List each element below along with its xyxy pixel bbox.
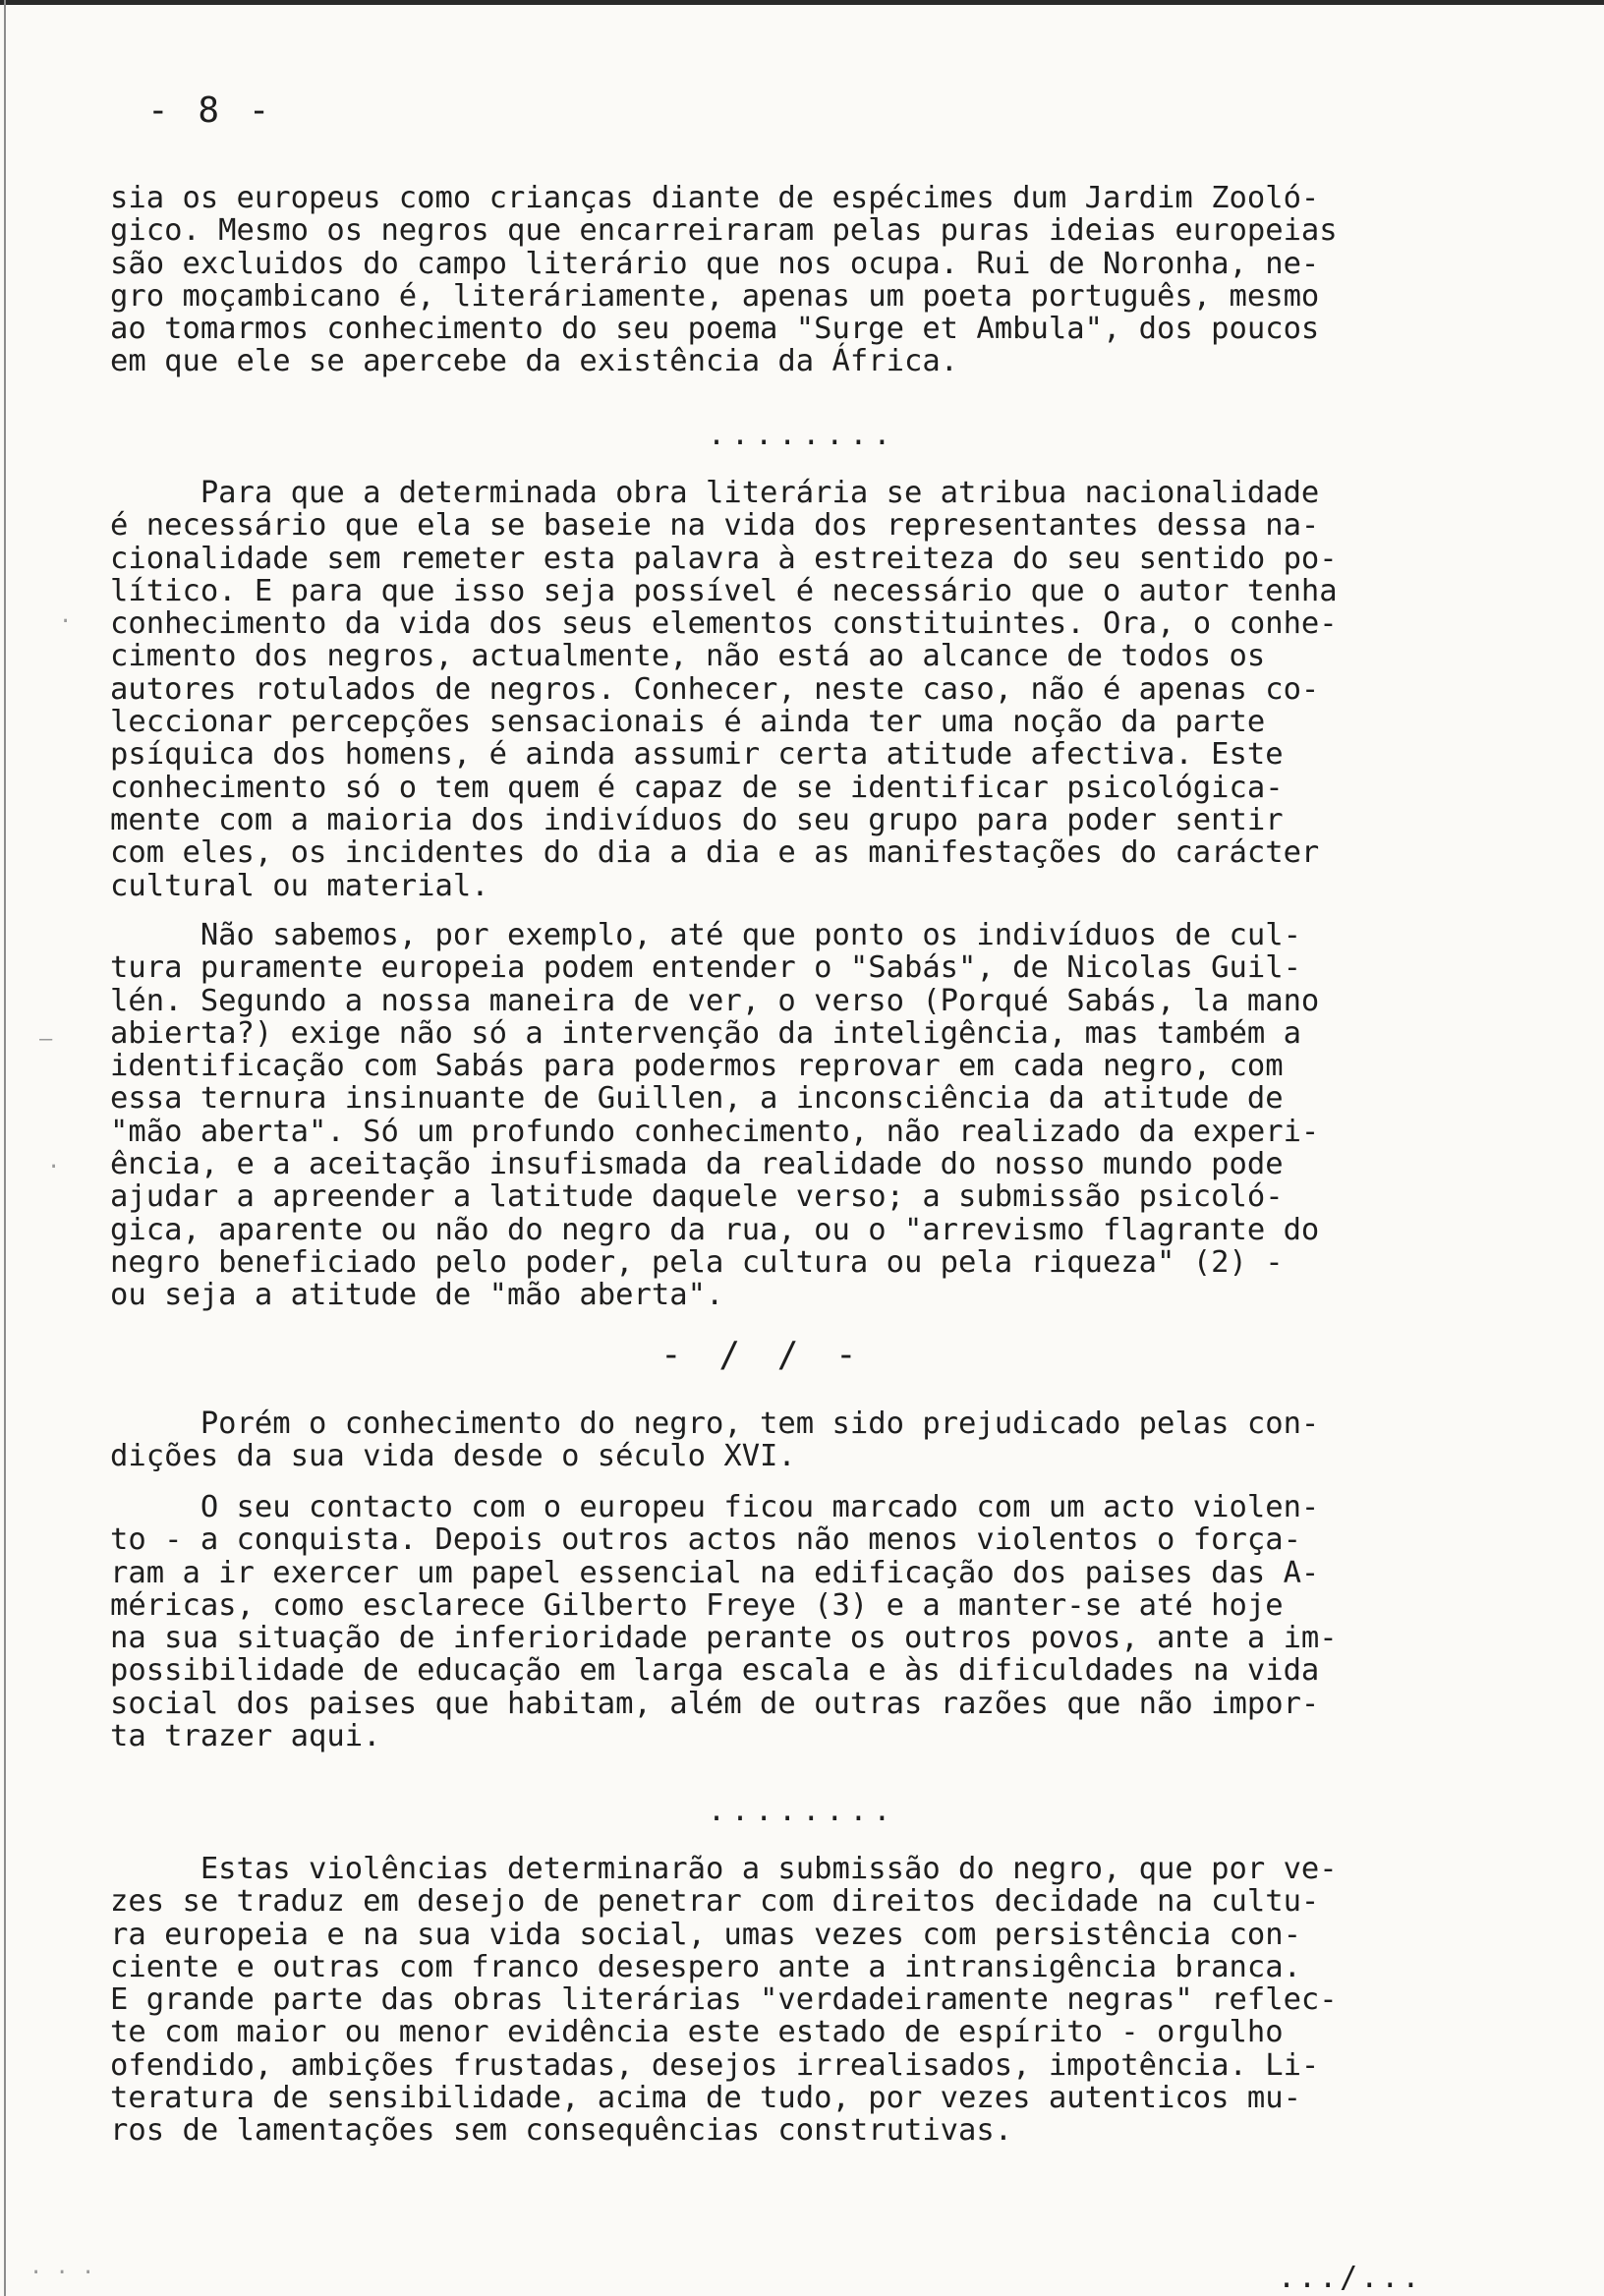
text-line: to - a conquista. Depois outros actos não menos violentos o força- [110,1522,1301,1558]
page-number: - 8 - [147,90,274,131]
text-line: é necessário que ela se baseie na vida dos representantes dessa na- [110,508,1320,544]
continues-marker: .../... [1278,2261,1423,2295]
text-line: Estas violências determinarão a submissão do negro, que por ve- [110,1852,1338,1886]
text-line: Não sabemos, por exemplo, até que ponto os indivíduos de cul- [110,918,1301,952]
text-line: Para que a determinada obra literária se atribua nacionalidade [110,476,1320,510]
text-line: cultural ou material. [110,868,489,903]
text-line: ofendido, ambições frustadas, desejos irrealisados, impotência. Li- [110,2047,1320,2083]
page-top-edge [0,0,1604,5]
text-line: lén. Segundo a nossa maneira de ver, o verso (Porqué Sabás, la mano [110,983,1320,1018]
text-line: social dos paises que habitam, além de outras razões que não impor- [110,1686,1320,1721]
text-line: conhecimento da vida dos seus elementos constituintes. Ora, o conhe- [110,606,1338,642]
paragraph-3 [110,919,1486,1312]
paragraph-1 [110,182,1486,378]
scan-mark: · · · [29,2261,95,2285]
text-line: negro beneficiado pelo poder, pela cultura ou pela riqueza" (2) - [110,1244,1284,1280]
text-line: na sua situação de inferioridade perante os outros povos, ante a im- [110,1621,1338,1656]
text-line: sia os europeus como crianças diante de espécimes dum Jardim Zooló- [110,181,1320,215]
text-line: gica, aparente ou não do negro da rua, ou o "arrevismo flagrante do [110,1212,1320,1247]
section-separator-dots: ........ [708,1794,897,1828]
text-line: ência, e a aceitação insufismada da realidade do nosso mundo pode [110,1147,1284,1182]
text-line: tura puramente europeia podem entender o "Sabás", de Nicolas Guil- [110,950,1301,986]
text-line: te com maior ou menor evidência este estado de espírito - orgulho [110,2015,1284,2050]
text-line: possibilidade de educação em larga escala e às dificuldades na vida [110,1653,1320,1689]
paragraph-2 [110,477,1486,902]
paragraph-6 [110,1853,1486,2148]
text-line: abierta?) exige não só a intervenção da inteligência, mas também a [110,1015,1301,1051]
text-line: conhecimento só o tem quem é capaz de se identificar psicológica- [110,770,1284,805]
text-line: ros de lamentações sem consequências construtivas. [110,2113,1013,2149]
scan-mark: · [59,609,73,634]
page-left-edge [4,0,6,2296]
text-line: ou seja a atitude de "mão aberta". [110,1278,724,1313]
text-line: cionalidade sem remeter esta palavra à estreiteza do seu sentido po- [110,541,1338,576]
text-line: psíquica dos homens, é ainda assumir certa atitude afectiva. Este [110,737,1284,773]
text-line: leccionar percepções sensacionais é ainda ter uma noção da parte [110,705,1266,740]
text-line: identificação com Sabás para podermos reprovar em cada negro, com [110,1049,1284,1084]
text-line: ra europeia e na sua vida social, umas vezes com persistência con- [110,1917,1301,1952]
text-line: cimento dos negros, actualmente, não está ao alcance de todos os [110,639,1266,674]
text-line: "mão aberta". Só um profundo conhecimento, não realizado da experi- [110,1114,1320,1149]
text-line: ram a ir exercer um papel essencial na edificação dos paises das A- [110,1555,1320,1590]
text-line: E grande parte das obras literárias "verdadeiramente negras" reflec- [110,1982,1338,2018]
text-line: ajudar a apreender a latitude daquele verso; a submissão psicoló- [110,1179,1284,1215]
text-line: méricas, como esclarece Gilberto Freye (3) e a manter-se até hoje [110,1587,1284,1623]
text-line: gico. Mesmo os negros que encarreiraram pelas puras ideias europeias [110,213,1338,249]
text-line: dições da sua vida desde o século XVI. [110,1439,796,1474]
text-line: teratura de sensibilidade, acima de tudo, por vezes autenticos mu- [110,2081,1301,2116]
paragraph-5 [110,1491,1486,1752]
text-line: autores rotulados de negros. Conhecer, neste caso, não é apenas co- [110,671,1320,707]
text-line: com eles, os incidentes do dia a dia e as manifestações do carácter [110,835,1320,871]
text-line: ta trazer aqui. [110,1719,381,1754]
text-line: ciente e outras com franco desespero ante a intransigência branca. [110,1949,1301,1984]
text-line: ao tomarmos conhecimento do seu poema "Surge et Ambula", dos poucos [110,312,1320,347]
scan-mark: · [47,1155,61,1179]
text-line: Porém o conhecimento do negro, tem sido prejudicado pelas con- [110,1406,1320,1441]
text-line: mente com a maioria dos indivíduos do seu grupo para poder sentir [110,802,1284,837]
text-line: zes se traduz em desejo de penetrar com direitos decidade na cultu- [110,1884,1320,1920]
text-line: lítico. E para que isso seja possível é necessário que o autor tenha [110,573,1338,608]
text-line: são excluidos do campo literário que nos ocupa. Rui de Noronha, ne- [110,246,1320,281]
text-line: essa ternura insinuante de Guillen, a inconsciência da atitude de [110,1081,1284,1117]
text-line: O seu contacto com o europeu ficou marcado com um acto violen- [110,1490,1320,1524]
section-separator-slashes: - / / - [660,1335,865,1375]
scan-mark: — [39,1027,53,1052]
text-line: em que ele se apercebe da existência da África. [110,344,959,379]
text-line: gro moçambicano é, literáriamente, apenas um poeta português, mesmo [110,278,1320,314]
paragraph-4 [110,1407,1486,1473]
section-separator-dots: ........ [708,418,897,452]
